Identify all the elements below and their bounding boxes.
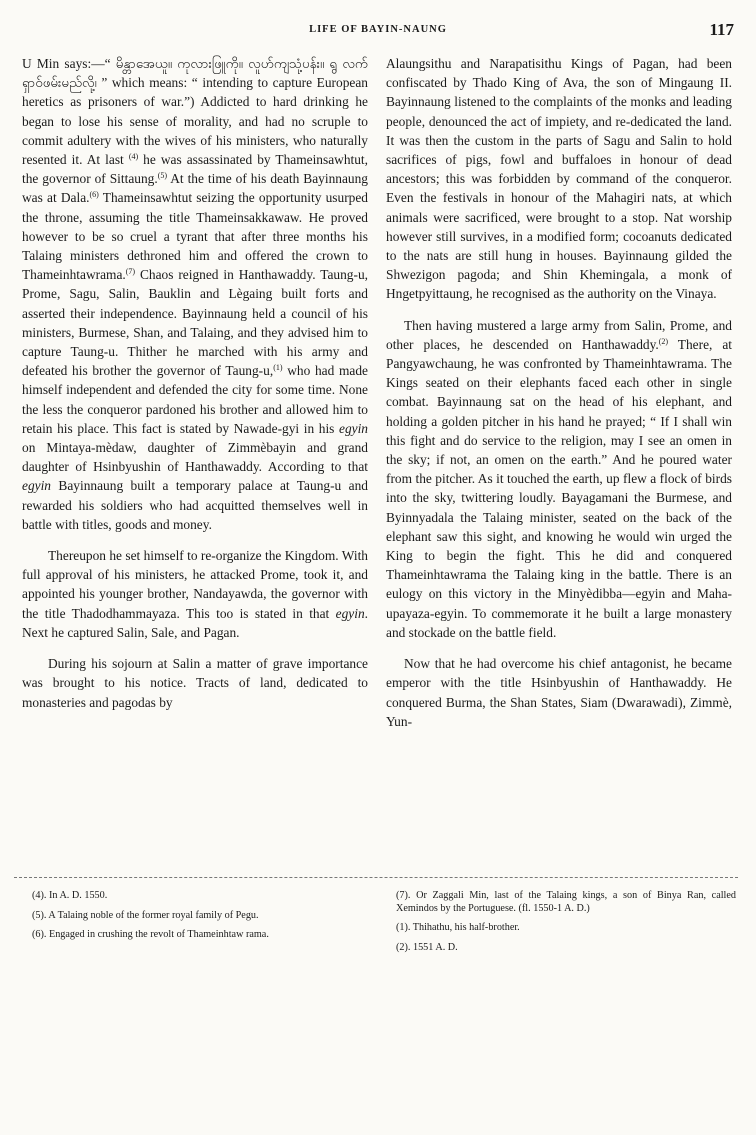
page-header [0,22,756,42]
text-run: During his sojourn at Salin a matter of grave importance was brought to his notice. Tracts of land, dedicated to monasteries and pagodas by [22,656,368,710]
footnote: (6). Engaged in crushing the revolt of Thameinhtaw rama. [32,929,269,940]
footnotes-right [396,890,736,961]
footnote-divider [14,877,738,878]
text-run: Now that he had overcome his chief antagonist, he became emperor with the title Hsinbyushin of Hanthawaddy. He conquered Burma, the Shan States, Siam (Dwarawadi), Zimmè, Yun- [386,656,732,729]
right-column-paragraph [386,654,732,731]
italic-term: egyin [339,420,368,436]
right-column-paragraph [386,54,732,304]
footnote-marker: (2) [658,336,669,346]
left-column-paragraph [22,654,368,712]
left-column-paragraph [22,54,368,534]
italic-term: egyin [335,605,365,621]
italic-term: egyin [22,478,51,494]
footnote: (7). Or Zaggali Min, last of the Talaing kings, a son of Binya Ran, called Xemindos by the Portuguese. (fl. 1550-1 A. D.) [396,890,736,914]
text-run: Bayinnaung built a temporary palace at Taung-u and rewarded his soldiers who had acquitted themselves well in battle with titles, goods and money. [22,478,368,532]
footnote-marker: (1) [273,363,283,373]
running-head: LIFE OF BAYIN-NAUNG [309,24,447,35]
text-run: At the time of his death Bayinnaung was at Dala. [22,171,368,206]
right-column-paragraph [386,316,732,642]
footnote-marker: (6) [89,190,99,200]
footnote-marker: (7) [125,267,136,277]
text-run: Chaos reigned in Hanthawaddy. Taung-u, Prome, Sagu, Salin, Bauklin and Lègaing built forts and asserted their independence. Bayinnaung held a council of his ministers, Burmese, Shan, and Talaing, and they advised him to capture Taung-u. Thither he marched with his army and defeated his brother the governor of Taung-u, [22,267,368,379]
footnote: (5). A Talaing noble of the former royal family of Pegu. [32,909,259,921]
left-column-paragraph [22,546,368,642]
text-run: who had made himself independent and defended the city for some time. None the less the conqueror pardoned his brother and allowed him to retain his place. This fact is stated by Nawade-gyi in his [22,363,368,436]
footnote: (4). In A. D. 1550. [32,890,108,901]
text-run: on Mintaya-mèdaw, daughter of Zimmèbayin and grand daughter of Hsinbyushin of Hanthawaddy. According to that [22,440,368,475]
footnotes-left [32,890,372,949]
footnote-marker: (4) [128,152,139,162]
text-run: There, at Pangyawchaung, he was confronted by Thameinhtawrama. The Kings seated on their elephants faced each other in single combat. Bayinnaung sat on the head of his elephant, and holding a golden pitcher in his hand he prayed; “ If I shall win this fight and do service to the religion, may I see an omen in the sky; if not, an omen on the earth.” And he poured water from the pitcher. As it touched the earth, up flew a flock of birds into the sky, twittering loudly. Bayagamani the Burmese, and Byinnyadala the Talaing minister, seated on the back of the elephant saw this sight, and knowing he would win urged the King to begin the fight. This he did and conquered Thameinhtawrama the Talaing king in the battle. There is an eulogy on this victory in the Minyèdibba—egyin and Maha-upayaza-egyin. To commemorate it he built a large monastery and stockade on the battle field. [386,336,733,640]
text-run: he was assassinated by Thameinsawhtut, the governor of Sittaung. [22,152,368,187]
footnote: (2). 1551 A. D. [396,941,458,953]
text-run: Thameinsawhtut seizing the opportunity usurped the throne, assuming the title Thameinsakkawaw. He proved however to be so cruel a tyrant that after three months his Talaing ministers dethroned him and offered the crown to Thameinhtawrama. [22,190,369,283]
text-run: Thereupon he set himself to re-organize the Kingdom. With full approval of his ministers, he attacked Prome, took it, and appointed his younger brother, Nandayawda, the governor with the title Thadodhammayaza. This too is stated in that [22,548,368,621]
text-run: Alaungsithu and Narapatisithu Kings of Pagan, had been confiscated by Thado King of Ava, the son of Mingaung II. Bayinnaung listened to the complaints of the monks and leading people, denounced the act of impiety, and re-dedicated the land. It was then the custom in the parts of Sagu and Salin to hold sacrifices of pigs, fowl and buffaloes in honour of dead ancestors; this was forbidden by command of the conqueror. Even the festivals in honour of the Mahagiri nats, at which animals were sacrificed, were brought to a stop. Nat worship however still survives, in a modified form; cocoanuts dedicated to the nats are still hung in houses. Bayinnaung gilded the Shwezigon pagoda; and Shin Khemingala, a monk of Hngetpyittaung, he recognised as the authority on the Vinaya. [386,56,732,302]
page-number: 117 [709,20,734,39]
left-column [22,54,368,724]
footnote-marker: (5) [157,171,168,181]
right-column [386,54,732,743]
text-run: U Min says:—“ မိန္တာအေယူ၊၊ ကုလားဖြူကို၊၊ လူဟ်ကျသုံ့ပန်း၊၊ ရွ လက်ရှာဝ်ဖမ်းမည်လို့၊ ” which means: “ intending to capture European heretics as prisoners of war.”) Addicted to hard drinking he began to lose his sense of morality, and had no scruple to commit adultery with the wives of his ministers, who naturally resented it. At last [22,56,368,168]
text-run: . Next he captured Salin, Sale, and Pagan. [22,605,368,640]
text-run: Then having mustered a large army from Salin, Prome, and other places, he descended on Hanthawaddy. [386,317,732,352]
footnote: (1). Thihathu, his half-brother. [396,922,520,933]
